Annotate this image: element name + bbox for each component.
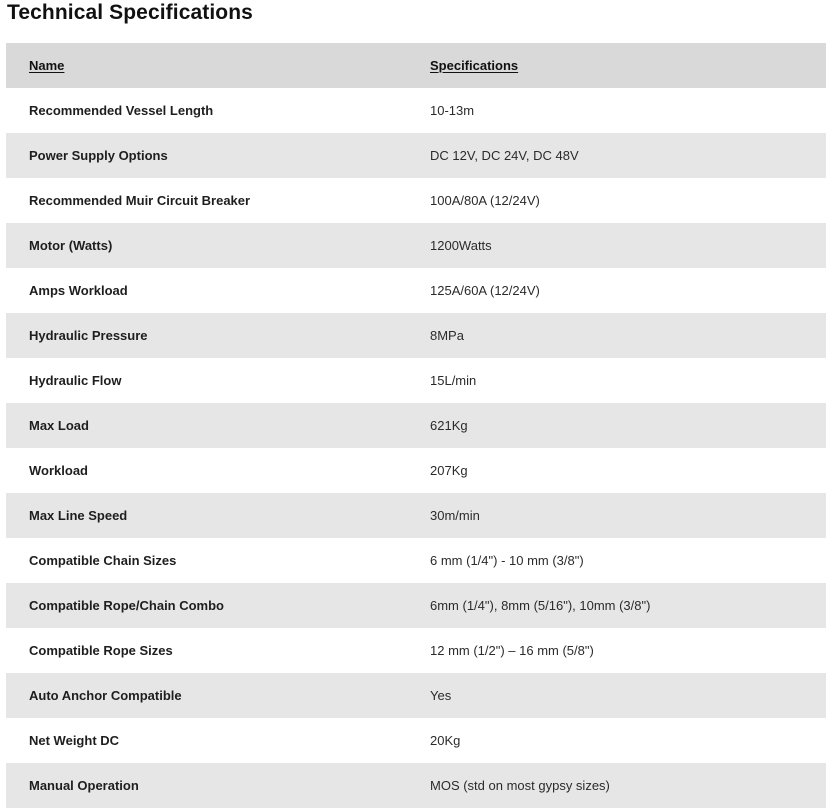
- spec-value-cell: 30m/min: [407, 493, 826, 538]
- spec-value-cell: 125A/60A (12/24V): [407, 268, 826, 313]
- column-header-specifications: Specifications: [407, 43, 826, 88]
- spec-name-cell: Hydraulic Pressure: [6, 313, 407, 358]
- table-row: [6, 178, 826, 223]
- spec-name-cell: Net Weight DC: [6, 718, 407, 763]
- table-row: [6, 88, 826, 133]
- spec-name-cell: Workload: [6, 448, 407, 493]
- spec-name-cell: Amps Workload: [6, 268, 407, 313]
- spec-name-cell: Recommended Muir Circuit Breaker: [6, 178, 407, 223]
- spec-value-cell: 10-13m: [407, 88, 826, 133]
- spec-name-cell: Manual Operation: [6, 763, 407, 808]
- spec-value-cell: 12 mm (1/2") – 16 mm (5/8"): [407, 628, 826, 673]
- spec-value-cell: 6mm (1/4"), 8mm (5/16"), 10mm (3/8"): [407, 583, 826, 628]
- table-row: [6, 673, 826, 718]
- spec-name-cell: Max Line Speed: [6, 493, 407, 538]
- spec-value-cell: Yes: [407, 673, 826, 718]
- table-row: [6, 358, 826, 403]
- spec-value-cell: 6 mm (1/4") - 10 mm (3/8"): [407, 538, 826, 583]
- spec-name-cell: Recommended Vessel Length: [6, 88, 407, 133]
- spec-name-cell: Max Load: [6, 403, 407, 448]
- spec-value-cell: 8MPa: [407, 313, 826, 358]
- table-header-row: [6, 43, 826, 88]
- spec-name-cell: Auto Anchor Compatible: [6, 673, 407, 718]
- column-header-name: Name: [6, 43, 407, 88]
- spec-name-cell: Hydraulic Flow: [6, 358, 407, 403]
- table-row: [6, 763, 826, 808]
- table-row: [6, 403, 826, 448]
- spec-name-cell: Power Supply Options: [6, 133, 407, 178]
- spec-name-cell: Compatible Rope/Chain Combo: [6, 583, 407, 628]
- specifications-table: [6, 43, 826, 808]
- spec-value-cell: 1200Watts: [407, 223, 826, 268]
- table-row: [6, 448, 826, 493]
- spec-value-cell: DC 12V, DC 24V, DC 48V: [407, 133, 826, 178]
- spec-value-cell: 207Kg: [407, 448, 826, 493]
- table-row: [6, 538, 826, 583]
- table-row: [6, 628, 826, 673]
- spec-value-cell: 15L/min: [407, 358, 826, 403]
- spec-value-cell: 20Kg: [407, 718, 826, 763]
- spec-value-cell: MOS (std on most gypsy sizes): [407, 763, 826, 808]
- spec-name-cell: Compatible Chain Sizes: [6, 538, 407, 583]
- table-row: [6, 583, 826, 628]
- table-row: [6, 223, 826, 268]
- table-row: [6, 718, 826, 763]
- spec-name-cell: Compatible Rope Sizes: [6, 628, 407, 673]
- table-row: [6, 493, 826, 538]
- page-title: Technical Specifications: [7, 1, 253, 24]
- spec-value-cell: 621Kg: [407, 403, 826, 448]
- table-row: [6, 133, 826, 178]
- table-row: [6, 313, 826, 358]
- table-row: [6, 268, 826, 313]
- spec-value-cell: 100A/80A (12/24V): [407, 178, 826, 223]
- spec-name-cell: Motor (Watts): [6, 223, 407, 268]
